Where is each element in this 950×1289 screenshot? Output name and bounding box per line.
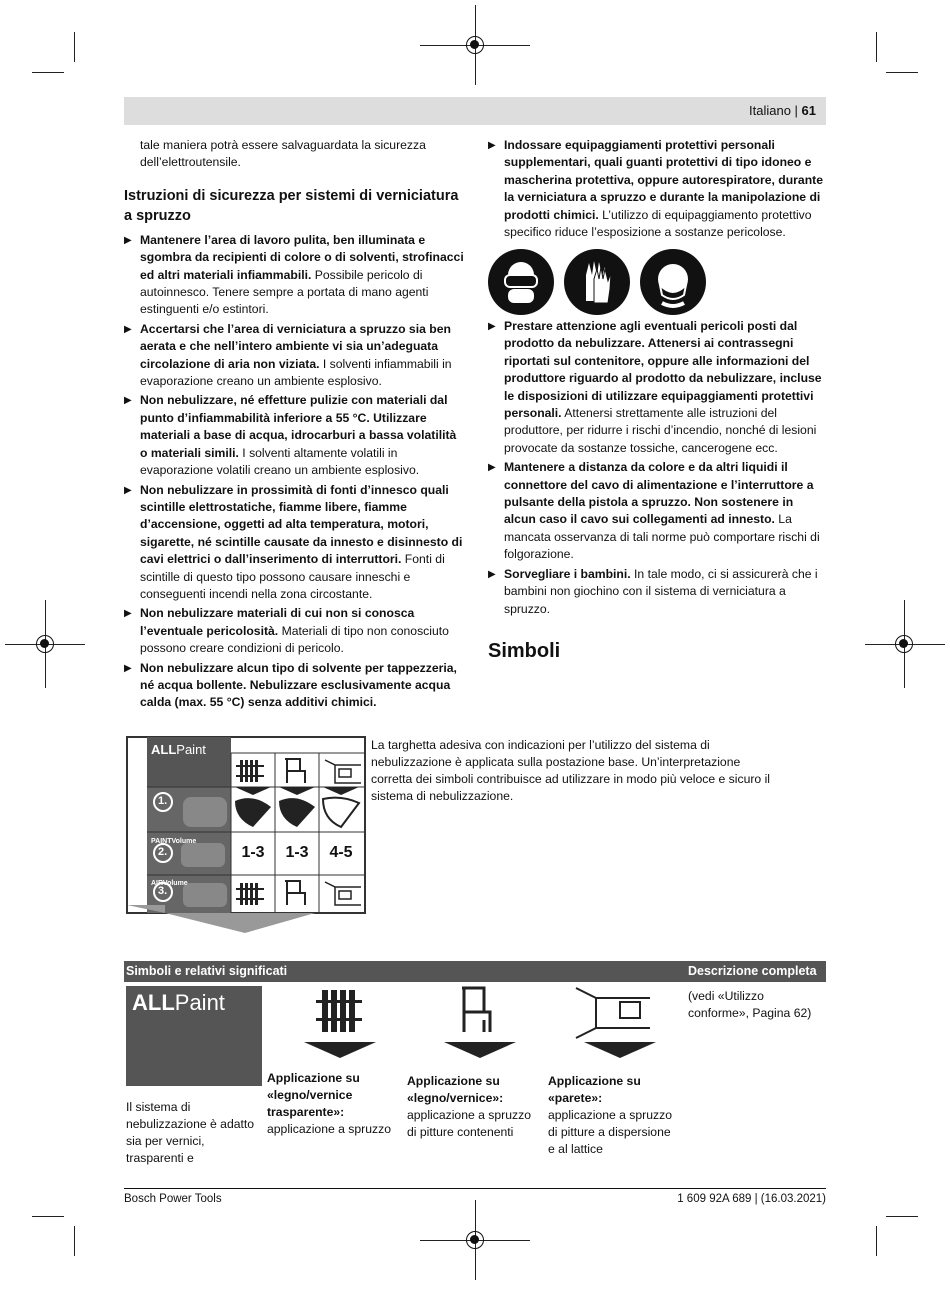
crop-mark (876, 1226, 877, 1256)
crop-mark (886, 1216, 918, 1217)
section-title: Simboli (488, 639, 561, 662)
table-header (124, 961, 826, 982)
bullet-item: ▶ Mantenere a distanza da colore e da altri liquidi il connettore del cavo di alimentazione e l’interruttore a pulsante della pistola a spruzzo. Non sostenere in alcun caso il cavo sui collegamenti ad innesto. La mancata osservanza di tali norme può comportare rischi di folgorazione. (488, 459, 826, 563)
allpaint-description: Il sistema di nebulizzazione è adatto sia per vernici, trasparenti e (126, 1100, 255, 1165)
registration-mark-icon (466, 36, 484, 54)
crop-mark (32, 72, 64, 73)
step-1-label: 1. (158, 795, 168, 807)
header-language: Italiano (749, 103, 791, 118)
setting-value: 1-3 (285, 844, 309, 861)
footer-divider (124, 1188, 826, 1189)
bullet-item: ▶ Non nebulizzare alcun tipo di solvente per tappezzeria, né acqua bollente. Nebulizzare esclusivamente acqua calda (max. 55 °C) senza additivi chimici. (124, 660, 464, 712)
bullet-item: ▶ Accertarsi che l’area di verniciatura a spruzzo sia ben aerata e che nell’intero ambiente vi sia un’adeguata circolazione di aria non viziata. I solventi infiammabili in evaporazione creano un ambiente esplosivo. (124, 321, 464, 391)
symbol-desc-transparent: Applicazione su «legno/vernice trasparente»: applicazione a spruzzo (267, 1071, 391, 1136)
setting-value: 1-3 (241, 844, 265, 861)
registration-mark-icon (895, 635, 913, 653)
air-volume-label: AIRVolume (151, 880, 188, 887)
table-col1-header: Simboli e relativi significati (126, 964, 288, 978)
bullet-item: ▶ Non nebulizzare, né effetture pulizie con materiali dal punto d’infiammabilità inferiore a 55 °C. Utilizzare materiali a base di acqua, idrocarburi a bassa volatilità o materiali simili. I solventi altamente volatili in evaporazione volatili creano un ambiente esplosivo. (124, 392, 464, 479)
protective-gloves-icon (564, 249, 630, 315)
label-brand: ALLPaint (151, 742, 206, 757)
wall-icon (570, 986, 680, 1061)
bullet-item: ▶ Indossare equipaggiamenti protettivi personali supplementari, quali guanti protettivi di tipo idoneo e mascherina protettiva, oppure autorespiratore, durante la verniciatura a spruzzo e durante la manipolazione di prodotti chimici. L’utilizzo di equipaggiamento protettivo specifico riduce l’esposizione a sostanze pericolose. (488, 137, 826, 241)
fence-icon (300, 986, 400, 1061)
usage-label-graphic (125, 735, 369, 935)
bullet-item: ▶ Prestare attenzione agli eventuali pericoli posti dal prodotto da nebulizzare. Attenersi ai contrassegni riportati sul contenitore, oppure alle informazioni del produttore riguardo al prodotto da nebulizzare, incluse le disposizioni di utilizzare equipaggiamenti protettivi personali. Attenersi strettamente alle istruzioni del produttore, per ridurre i rischi d’incendio, nonché di lesioni provocate da sostanze tossiche, cancerogene ecc. (488, 318, 826, 457)
chair-icon (440, 986, 540, 1061)
bullet-item: ▶ Sorvegliare i bambini. In tale modo, ci si assicurerà che i bambini non giochino con il sistema di verniciatura a spruzzo. (488, 566, 826, 618)
symbol-desc-wall: Applicazione su «parete»: applicazione a spruzzo di pitture a dispersione e al lattice (548, 1074, 672, 1156)
footer-left: Bosch Power Tools (124, 1193, 222, 1205)
footer-right: 1 609 92A 689 | (16.03.2021) (677, 1193, 826, 1205)
right-column-continued (488, 318, 826, 664)
full-description-ref: (vedi «Utilizzo conforme», Pagina 62) (688, 989, 812, 1020)
step-3-label: 3. (158, 885, 168, 897)
step-2-label: 2. (158, 846, 168, 858)
right-column (488, 137, 826, 243)
paint-volume-label: PAINTVolume (151, 838, 197, 845)
crop-mark (876, 32, 877, 62)
eye-protection-icon (488, 249, 554, 315)
label-description: La targhetta adesiva con indicazioni per l’utilizzo del sistema di nebulizzazione è applicata sulla postazione base. Un’interpretazione corretta dei simboli contribuisce ad utilizzare in modo più veloce e sicuro il sistema di nebulizzazione. (371, 738, 770, 803)
left-column (124, 137, 464, 714)
intro-text: tale maniera potrà essere salvaguardata la sicurezza dell’elettroutensile. (140, 138, 426, 170)
crop-mark (32, 1216, 64, 1217)
crop-mark (74, 32, 75, 62)
crop-mark (886, 72, 918, 73)
bullet-item: ▶ Non nebulizzare materiali di cui non si conosca l’eventuale pericolosità. Materiali di tipo non conosciuto possono creare condizioni di pericolo. (124, 605, 464, 657)
section-heading: Istruzioni di sicurezza per sistemi di verniciatura a spruzzo (124, 187, 459, 224)
symbol-desc-wood: Applicazione su «legno/vernice»: applicazione a spruzzo di pitture contenenti (407, 1074, 531, 1139)
bullet-item: ▶ Non nebulizzare in prossimità di fonti d’innesco quali scintille elettrostatiche, fiamme libere, fiamme d’accensione, oggetti ad alta temperatura, motori, sigarette, né scintille causate da innesto e disinnesto di cavi elettrici o dall’inserimento di interruttori. Fonti di scintille di questo tipo possono causare inneschi e conseguenti incendi nella zona circostante. (124, 482, 464, 604)
page-header (124, 97, 826, 125)
crop-mark (74, 1226, 75, 1256)
page-number: 61 (801, 103, 816, 118)
registration-mark-icon (36, 635, 54, 653)
allpaint-logo: ALLPaint (126, 986, 262, 1086)
respirator-mask-icon (640, 249, 706, 315)
bullet-item: ▶ Mantenere l’area di lavoro pulita, ben illuminata e sgombra da recipienti di colore o di solventi, strofinacci ed altri materiali infiammabili. Possibile pericolo di autoinnesco. Tenere sempre a portata di mano agenti estinguenti e/o estintori. (124, 232, 464, 319)
header-label: Italiano | 61 (749, 103, 816, 118)
registration-mark-icon (466, 1231, 484, 1249)
setting-value: 4-5 (329, 844, 353, 861)
table-col2-header: Descrizione completa (688, 964, 817, 978)
